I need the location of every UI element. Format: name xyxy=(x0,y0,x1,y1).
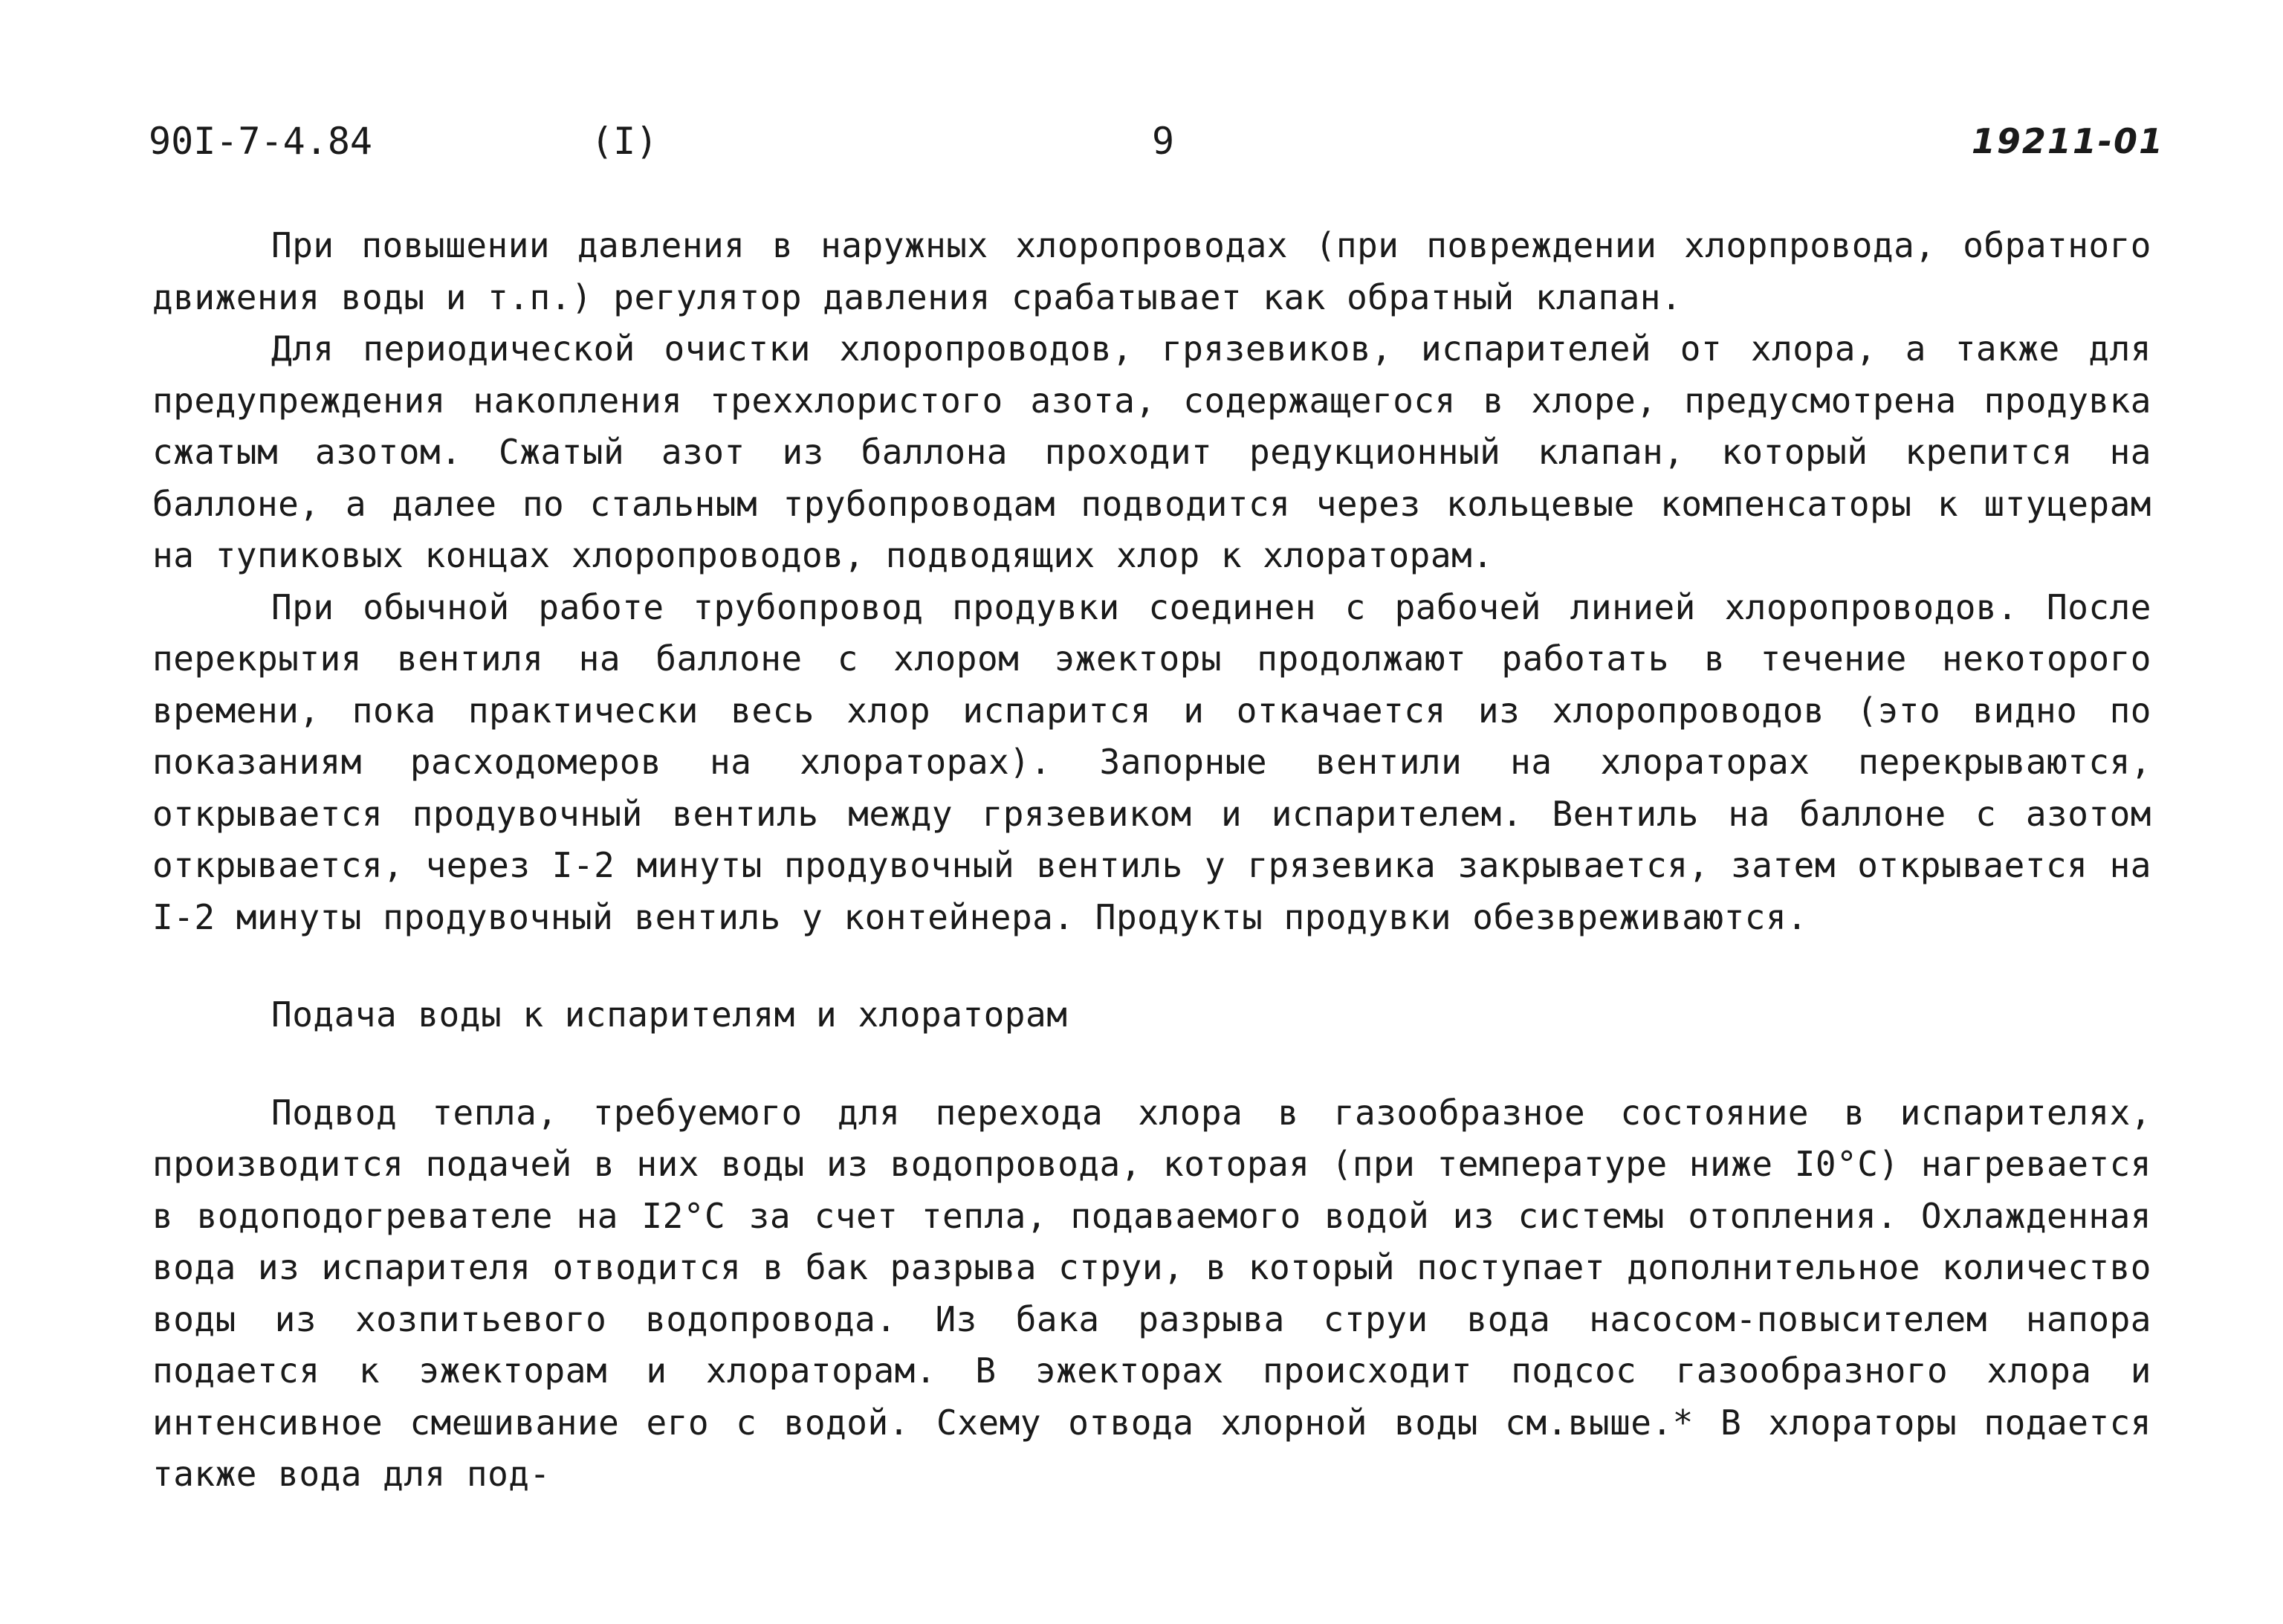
page-number: 9 xyxy=(1152,120,1175,163)
document-code: 90I-7-4.84 xyxy=(149,120,373,163)
page-header xyxy=(0,111,2283,171)
paragraph-purge-procedure: При обычной работе трубопровод продувки соединен с рабочей линией хлоропроводов. После перекрытия вентиля на баллоне с хлором эжекторы продолжают работать в течение некоторого времени, пока практически весь хлор испарится и откачается из хлоропроводов (это видно по показаниям расходомеров на хлораторах). Запорные вентили на хлораторах перекрываются, открывается продувочный вентиль между грязевиком и испарителем. Вентиль на баллоне с азотом открывается, через I-2 минуты продувочный вентиль у грязевика закрывается, затем открывается на I-2 минуты продувочный вентиль у контейнера. Продукты продувки обезвреживаются. xyxy=(152,586,2151,937)
sheet-mark: (I) xyxy=(591,120,658,163)
paragraph-water-supply: Подвод тепла, требуемого для перехода хлора в газообразное состояние в испарителях, производится подачей в них воды из водопровода, которая (при температуре ниже I0°С) нагревается в водоподогревателе на I2°С за счет тепла, подаваемого водой из системы отопления. Охлажденная вода из испарителя отводится в бак разрыва струи, в который поступает дополнительное количество воды из хозпитьевого водопровода. Из бака разрыва струи вода насосом-повысителем напора подается к эжекторам и хлораторам. В эжекторах происходит подсос газообразного хлора и интенсивное смешивание его с водой. Схему отвода хлорной воды см.выше.* В хлораторы подается также вода для под- xyxy=(152,1092,2151,1494)
section-title: Подача воды к испарителям и хлораторам xyxy=(271,994,1068,1035)
paragraph-nitrogen-purge: Для периодической очистки хлоропроводов, грязевиков, испарителей от хлора, а также для предупреждения накопления треххлористого азота, содержащегося в хлоре, предусмотрена продувка сжатым азотом. Сжатый азот из баллона проходит редукционный клапан, который крепится на баллоне, а далее по стальным трубопроводам подводится через кольцевые компенсаторы к штуцерам на тупиковых концах хлоропроводов, подводящих хлор к хлораторам. xyxy=(152,329,2151,575)
inventory-number: 19211-01 xyxy=(1971,121,2164,161)
paragraph-check-valve: При повышении давления в наружных хлоропроводах (при повреждении хлорпровода, обратного движения воды и т.п.) регулятор давления срабатывает как обратный клапан. xyxy=(152,225,2151,317)
body-text xyxy=(152,220,2151,1501)
